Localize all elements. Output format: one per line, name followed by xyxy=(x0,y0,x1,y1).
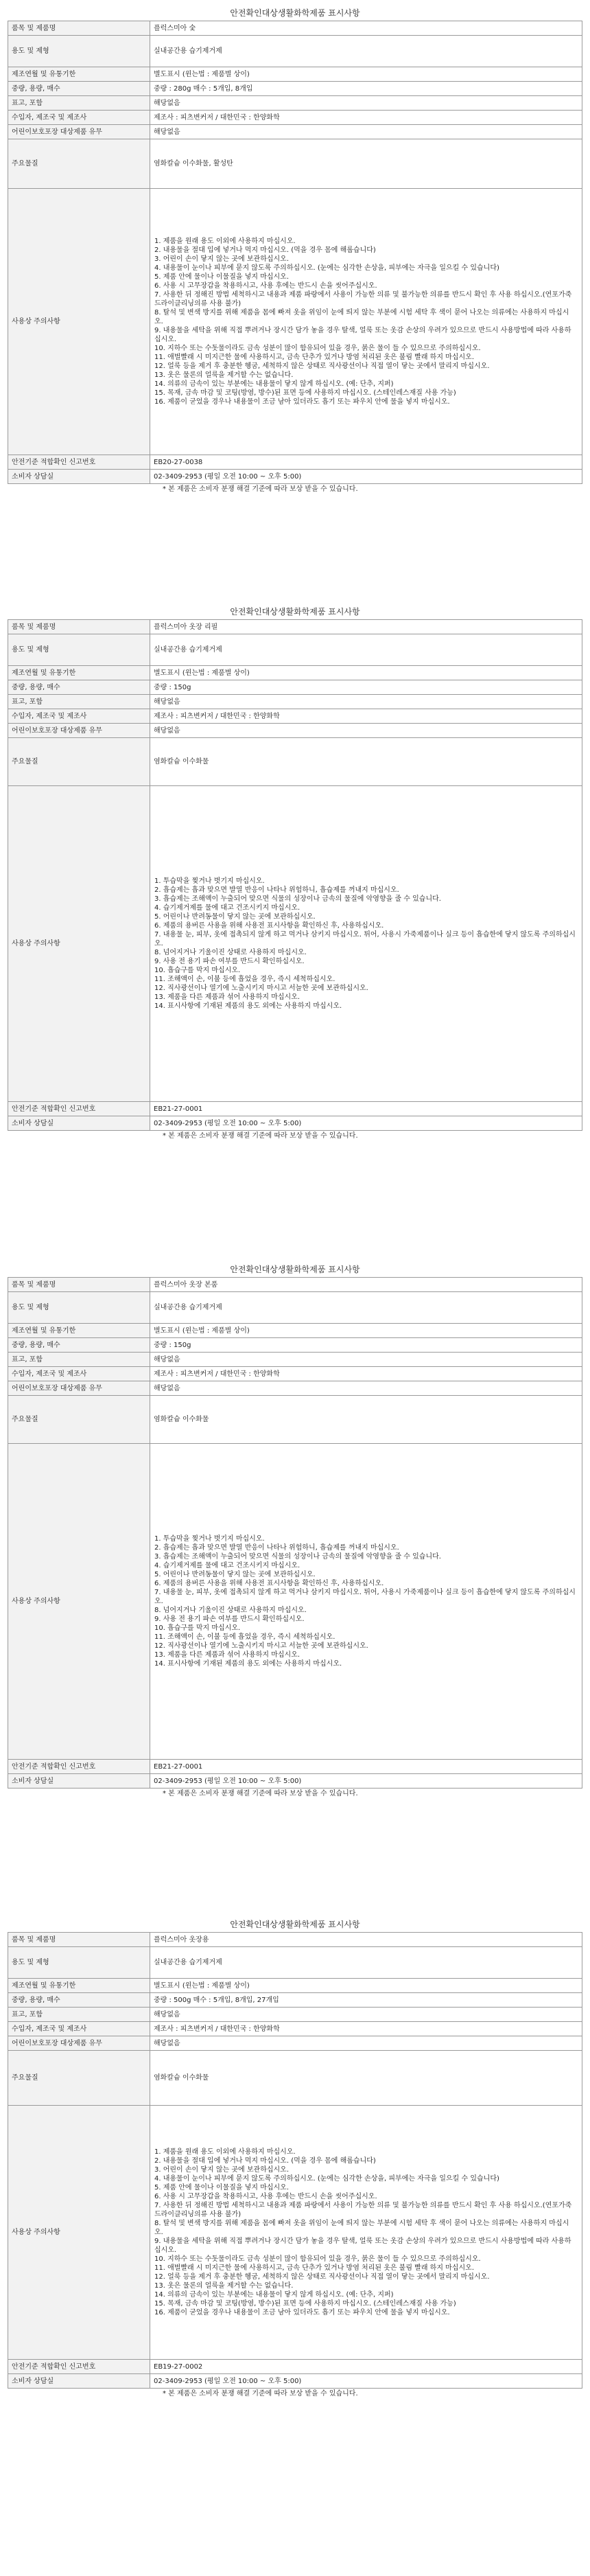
caution-item: 14. 표시사항에 기재된 제품의 용도 외에는 사용하지 마십시오. xyxy=(154,1660,342,1668)
row-label: 표고, 포함 xyxy=(8,695,150,709)
caution-item: 16. 제품이 굳었을 경우나 내용물이 조금 남아 있더라도 흡기 또는 파우치 안에 물을 넣지 마십시오. xyxy=(154,398,450,406)
caution-list xyxy=(150,189,582,455)
info-table xyxy=(8,619,582,1131)
caution-item: 4. 내용물이 눈이나 피부에 묻지 않도록 주의하십시오. (눈에는 심각한 손상을, 피부에는 자극을 일으킬 수 있습니다) xyxy=(154,2175,499,2183)
row-value: 해당없음 xyxy=(150,96,582,111)
caution-item: 5. 제품 안에 물이나 이물질을 넣지 마십시오. xyxy=(154,273,290,281)
row-value: 플럭스미아 옷장 리필 xyxy=(150,620,582,634)
row-value: 플럭스미아 숯 xyxy=(150,21,582,36)
row-label: 수입자, 제조국 및 제조사 xyxy=(8,111,150,125)
row-label: 품목 및 제품명 xyxy=(8,1933,150,1947)
row-label: 주요물질 xyxy=(8,139,150,189)
row-label: 주요물질 xyxy=(8,1396,150,1444)
row-value: 해당없음 xyxy=(150,2008,582,2022)
row-value: 염화칼슘 이수화물, 활성탄 xyxy=(150,139,582,189)
caution-item: 16. 제품이 굳었을 경우나 내용물이 조금 남아 있더라도 흡기 또는 파우치 안에 물을 넣지 마십시오. xyxy=(154,2309,450,2316)
row-label: 제조연월 및 유통기한 xyxy=(8,67,150,82)
row-label: 제조연월 및 유통기한 xyxy=(8,1324,150,1338)
row-value: EB21-27-0001 xyxy=(150,1102,582,1116)
row-label: 어린이보호포장 대상제품 유무 xyxy=(8,2036,150,2051)
row-label: 품목 및 제품명 xyxy=(8,620,150,634)
caution-item: 1. 제품을 원래 용도 이외에 사용하지 마십시오. xyxy=(154,238,296,245)
caution-item: 4. 습기제거제를 물에 대고 건조시키지 마십시오. xyxy=(154,1562,300,1569)
row-value: 별도표시 (윈는법 : 제품별 상이) xyxy=(150,1979,582,1993)
row-value: 플럭스미아 옷장용 xyxy=(150,1933,582,1947)
row-value: 별도표시 (윈는법 : 제품별 상이) xyxy=(150,67,582,82)
caution-item: 6. 제품의 용버른 사용을 위해 사용전 표시사항을 확인하신 후, 사용하십시오. xyxy=(154,922,384,930)
row-label: 용도 및 제형 xyxy=(8,1947,150,1979)
caution-item: 12. 얼룩 등을 제거 후 충분한 헹굼, 세척하지 않은 상태로 직사광선이나 직접 열이 닿는 곳에서 말리지 마십시오. xyxy=(154,2273,490,2281)
row-value: 해당없음 xyxy=(150,1381,582,1396)
caution-item: 9. 사용 전 용기 파손 여부를 반드시 확인하십시오. xyxy=(154,1615,305,1623)
footnote: * 본 제품은 소비자 분쟁 해결 기준에 따라 보상 받을 수 있습니다. xyxy=(163,1790,358,1797)
row-value: EB20-27-0038 xyxy=(150,455,582,470)
row-label: 안전기준 적합확인 신고번호 xyxy=(8,1102,150,1116)
row-value: 해당없음 xyxy=(150,1353,582,1367)
row-value: 해당없음 xyxy=(150,125,582,139)
row-value: 제조사 : 피츠변커저 / 대한민국 : 한양화학 xyxy=(150,2022,582,2036)
row-label: 소비자 상담실 xyxy=(8,470,150,484)
row-label: 수입자, 제조국 및 제조사 xyxy=(8,2022,150,2036)
caution-item: 6. 사용 시 고무장갑을 착용하시고, 사용 후에는 반드시 손을 씻어주십시오. xyxy=(154,282,377,290)
caution-item: 1. 제품을 원래 용도 이외에 사용하지 마십시오. xyxy=(154,2148,296,2156)
caution-label: 사용상 주의사항 xyxy=(8,786,150,1102)
caution-item: 10. 지하수 또는 수돗물이라도 금속 성분이 많이 함유되어 있을 경우, 붉은 물이 들 수 있으므로 주의하십시오. xyxy=(154,2255,481,2263)
caution-item: 10. 지하수 또는 수돗물이라도 금속 성분이 많이 함유되어 있을 경우, 붉은 물이 들 수 있으므로 주의하십시오. xyxy=(154,345,481,352)
row-value: 02-3409-2953 (평일 오전 10:00 ~ 오후 5:00) xyxy=(150,1116,582,1131)
caution-item: 6. 제품의 용버른 사용을 위해 사용전 표시사항을 확인하신 후, 사용하십시오. xyxy=(154,1580,384,1587)
caution-item: 4. 습기제거제를 물에 대고 건조시키지 마십시오. xyxy=(154,904,300,912)
caution-item: 14. 의류의 금속이 있는 부분에는 내용물이 닿지 않게 하십시오. (예: 단추, 지퍼) xyxy=(154,380,394,388)
row-value: 실내공간용 습기제거제 xyxy=(150,1947,582,1979)
caution-item: 5. 어린이나 반려동물이 닿지 않는 곳에 보관하십시오. xyxy=(154,1571,316,1578)
label-section-2 xyxy=(0,604,590,1142)
row-label: 주요물질 xyxy=(8,738,150,786)
row-label: 용도 및 제형 xyxy=(8,634,150,666)
caution-item: 5. 제품 안에 물이나 이물질을 넣지 마십시오. xyxy=(154,2184,290,2192)
label-section-3 xyxy=(0,1262,590,1799)
row-value: 02-3409-2953 (평일 오전 10:00 ~ 오후 5:00) xyxy=(150,470,582,484)
row-label: 안전기준 적합확인 신고번호 xyxy=(8,455,150,470)
info-table xyxy=(8,21,582,484)
row-value: 실내공간용 습기제거제 xyxy=(150,1292,582,1324)
caution-item: 2. 내용물을 절대 입에 넣거나 먹지 마십시오. (먹을 경우 몸에 해롭습니다) xyxy=(154,2157,376,2165)
caution-item: 7. 내용물 눈, 피부, 옷에 접촉되지 않게 하고 먹거나 삼키지 마십시오. 튀어, 사용시 가죽제품이나 실크 등이 흡습한에 닿지 않도록 주의하십시오. xyxy=(154,931,576,947)
caution-item: 11. 애벌빨래 시 미지근한 물에 사용하시고, 금속 단추가 있거나 방염 처리된 옷은 불림 빨래 하지 마십시오. xyxy=(154,354,475,361)
caution-item: 12. 얼룩 등을 제거 후 충분한 헹굼, 세척하지 않은 상태로 직사광선이나 직접 열이 닿는 곳에서 말리지 마십시오. xyxy=(154,363,490,370)
row-label: 품목 및 제품명 xyxy=(8,21,150,36)
caution-item: 12. 직사광선이나 열기에 노출시키지 마시고 서늘한 곳에 보관하십시오. xyxy=(154,1642,368,1650)
caution-item: 2. 내용물을 절대 입에 넣거나 먹지 마십시오. (먹을 경우 몸에 해롭습니다) xyxy=(154,246,376,254)
caution-item: 8. 넘어지거나 기울이진 상태로 사용하지 마십시오. xyxy=(154,949,307,956)
caution-label: 사용상 주의사항 xyxy=(8,189,150,455)
caution-item: 8. 탈석 및 변색 방지를 위해 제품을 몸에 빠져 옷을 위임이 눈에 띄지 않는 부분에 시험 세탁 후 색이 묻어 나오는 의류에는 사용하지 마십시오. xyxy=(154,309,569,325)
row-value: 중량 : 150g xyxy=(150,1338,582,1353)
info-table xyxy=(8,1277,582,1789)
caution-item: 5. 어린이나 반려동물이 닿지 않는 곳에 보관하십시오. xyxy=(154,913,316,921)
caution-item: 9. 사용 전 용기 파손 여부를 반드시 확인하십시오. xyxy=(154,958,305,965)
caution-item: 13. 옷은 물론의 얼룩을 제거할 수는 없습니다. xyxy=(154,2282,294,2290)
row-label: 용도 및 제형 xyxy=(8,1292,150,1324)
row-value: 제조사 : 피츠변커저 / 대한민국 : 한양화학 xyxy=(150,709,582,724)
row-label: 제조연월 및 유통기한 xyxy=(8,666,150,680)
row-label: 용도 및 제형 xyxy=(8,36,150,67)
section-title: 안전확인대상생활화학제품 표시사항 xyxy=(230,1920,360,1929)
row-label: 수입자, 제조국 및 제조사 xyxy=(8,709,150,724)
caution-list xyxy=(150,1444,582,1760)
row-value: 제조사 : 피츠변커저 / 대한민국 : 한양화학 xyxy=(150,1367,582,1381)
row-label: 주요물질 xyxy=(8,2051,150,2106)
caution-item: 13. 제품을 다른 제품과 섞어 사용하지 마십시오. xyxy=(154,993,300,1001)
caution-item: 6. 사용 시 고무장갑을 착용하시고, 사용 후에는 반드시 손을 씻어주십시오. xyxy=(154,2193,377,2200)
caution-item: 11. 조해액이 손, 이불 등에 흡었을 경우, 즉시 세척하십시오. xyxy=(154,1633,335,1641)
section-title: 안전확인대상생활화학제품 표시사항 xyxy=(230,607,360,617)
caution-item: 3. 흡습제는 조해액이 누출되어 맞으면 식물의 성장이나 금속의 물질에 악영향을 줄 수 있습니다. xyxy=(154,895,441,903)
row-label: 중량, 용량, 매수 xyxy=(8,680,150,695)
section-title: 안전확인대상생활화학제품 표시사항 xyxy=(230,1265,360,1274)
caution-list xyxy=(150,786,582,1102)
row-value: 중량 : 500g 매수 : 5개입, 8개입, 27개입 xyxy=(150,1993,582,2008)
row-value: EB21-27-0001 xyxy=(150,1760,582,1774)
row-value: 중량 : 150g xyxy=(150,680,582,695)
footnote: * 본 제품은 소비자 분쟁 해결 기준에 따라 보상 받을 수 있습니다. xyxy=(163,2390,358,2397)
row-label: 어린이보호포장 대상제품 유무 xyxy=(8,724,150,738)
caution-item: 9. 내용물을 세탁을 위해 직접 뿌려거나 장시간 담가 놓을 경우 탈색, 얼룩 또는 옷감 손상의 우려가 있으므로 반드시 사용방법에 따라 사용하십시오. xyxy=(154,327,571,343)
row-value: 별도표시 (윈는법 : 제품별 상이) xyxy=(150,1324,582,1338)
caution-label: 사용상 주의사항 xyxy=(8,2106,150,2360)
caution-item: 11. 애벌빨래 시 미지근한 물에 사용하시고, 금속 단추가 있거나 방염 처리된 옷은 불림 빨래 하지 마십시오. xyxy=(154,2264,475,2272)
row-value: 중량 : 280g 매수 : 5개입, 8개입 xyxy=(150,82,582,96)
row-label: 표고, 포함 xyxy=(8,96,150,111)
caution-item: 3. 어린이 손이 닿지 않는 곳에 보관하십시오. xyxy=(154,255,290,263)
row-value: 염화칼슘 이수화물 xyxy=(150,738,582,786)
row-value: 실내공간용 습기제거제 xyxy=(150,634,582,666)
row-label: 표고, 포함 xyxy=(8,2008,150,2022)
caution-item: 13. 옷은 물론의 얼룩을 제거할 수는 없습니다. xyxy=(154,371,294,379)
label-section-4 xyxy=(0,1917,590,2400)
row-value: 플럭스미아 옷장 본품 xyxy=(150,1278,582,1292)
caution-list xyxy=(150,2106,582,2360)
caution-item: 15. 목재, 금속 마감 및 코팅(방염, 방수)된 표면 등에 사용하지 마십시오. (스테인레스재질 사용 가능) xyxy=(154,389,456,397)
caution-item: 1. 투습막을 찢거나 벗기지 마십시오. xyxy=(154,1535,265,1543)
row-label: 어린이보호포장 대상제품 유무 xyxy=(8,1381,150,1396)
caution-item: 7. 사용한 뒤 정해진 방법 세척하시고 내용과 제품 파랑에서 사용이 가능한 의류 및 불가능한 의류를 반드시 확인 후 사용 하십시오.(연포가죽드라이클리닝의류 사용 불가) xyxy=(154,2202,572,2218)
row-label: 표고, 포함 xyxy=(8,1353,150,1367)
caution-item: 10. 흡습구를 막지 마십시오. xyxy=(154,967,241,974)
row-label: 수입자, 제조국 및 제조사 xyxy=(8,1367,150,1381)
row-value: 실내공간용 습기제거제 xyxy=(150,36,582,67)
caution-item: 15. 목재, 금속 마감 및 코팅(방염, 방수)된 표면 등에 사용하지 마십시오. (스테인레스재질 사용 가능) xyxy=(154,2300,456,2308)
row-value: 별도표시 (윈는법 : 제품별 상이) xyxy=(150,666,582,680)
caution-item: 2. 흡습제는 흡과 맞으면 발열 반응이 나타나 위험하니, 흡습제를 꺼내지 마십시오. xyxy=(154,1544,399,1552)
row-label: 소비자 상담실 xyxy=(8,1774,150,1789)
caution-item: 12. 직사광선이나 열기에 노출시키지 마시고 서늘한 곳에 보관하십시오. xyxy=(154,985,368,992)
row-label: 중량, 용량, 매수 xyxy=(8,1993,150,2008)
caution-item: 3. 어린이 손이 닿지 않는 곳에 보관하십시오. xyxy=(154,2166,290,2174)
row-label: 중량, 용량, 매수 xyxy=(8,82,150,96)
row-label: 소비자 상담실 xyxy=(8,2374,150,2389)
row-value: 제조사 : 피츠변커저 / 대한민국 : 한양화학 xyxy=(150,111,582,125)
caution-item: 1. 투습막을 찢거나 벗기지 마십시오. xyxy=(154,877,265,885)
row-value: 염화칼슘 이수화물 xyxy=(150,2051,582,2106)
caution-item: 2. 흡습제는 흡과 맞으면 발열 반응이 나타나 위험하니, 흡습제를 꺼내지 마십시오. xyxy=(154,886,399,894)
footnote: * 본 제품은 소비자 분쟁 해결 기준에 따라 보상 받을 수 있습니다. xyxy=(163,485,358,493)
row-value: EB19-27-0002 xyxy=(150,2360,582,2374)
section-title: 안전확인대상생활화학제품 표시사항 xyxy=(230,8,360,18)
row-label: 안전기준 적합확인 신고번호 xyxy=(8,2360,150,2374)
row-label: 안전기준 적합확인 신고번호 xyxy=(8,1760,150,1774)
caution-item: 9. 내용물을 세탁을 위해 직접 뿌려거나 장시간 담가 놓을 경우 탈색, 얼룩 또는 옷감 손상의 우려가 있으므로 반드시 사용방법에 따라 사용하십시오. xyxy=(154,2238,571,2254)
caution-item: 8. 넘어지거나 기울이진 상태로 사용하지 마십시오. xyxy=(154,1607,307,1614)
caution-item: 13. 제품을 다른 제품과 섞어 사용하지 마십시오. xyxy=(154,1651,300,1659)
caution-item: 7. 사용한 뒤 정해진 방법 세척하시고 내용과 제품 파랑에서 사용이 가능한 의류 및 불가능한 의류를 반드시 확인 후 사용 하십시오.(연포가죽드라이클리닝의류 사용 불가) xyxy=(154,291,572,308)
info-table xyxy=(8,1932,582,2389)
row-label: 어린이보호포장 대상제품 유무 xyxy=(8,125,150,139)
caution-item: 3. 흡습제는 조해액이 누출되어 맞으면 식물의 성장이나 금속의 물질에 악영향을 줄 수 있습니다. xyxy=(154,1553,441,1561)
row-label: 중량, 용량, 매수 xyxy=(8,1338,150,1353)
caution-label: 사용상 주의사항 xyxy=(8,1444,150,1760)
label-section-1 xyxy=(0,5,590,495)
caution-item: 7. 내용물 눈, 피부, 옷에 접촉되지 않게 하고 먹거나 삼키지 마십시오. 튀어, 사용시 가죽제품이나 실크 등이 흡습한에 닿지 않도록 주의하십시오. xyxy=(154,1589,576,1605)
row-value: 02-3409-2953 (평일 오전 10:00 ~ 오후 5:00) xyxy=(150,2374,582,2389)
row-value: 02-3409-2953 (평일 오전 10:00 ~ 오후 5:00) xyxy=(150,1774,582,1789)
row-value: 해당없음 xyxy=(150,695,582,709)
row-label: 소비자 상담실 xyxy=(8,1116,150,1131)
caution-item: 4. 내용물이 눈이나 피부에 묻지 않도록 주의하십시오. (눈에는 심각한 손상을, 피부에는 자극을 일으킬 수 있습니다) xyxy=(154,264,499,272)
caution-item: 10. 흡습구를 막지 마십시오. xyxy=(154,1624,241,1632)
footnote: * 본 제품은 소비자 분쟁 해결 기준에 따라 보상 받을 수 있습니다. xyxy=(163,1132,358,1140)
row-value: 해당없음 xyxy=(150,724,582,738)
row-value: 염화칼슘 이수화물 xyxy=(150,1396,582,1444)
caution-item: 11. 조해액이 손, 이불 등에 흡었을 경우, 즉시 세척하십시오. xyxy=(154,976,335,983)
caution-item: 8. 탈석 및 변색 방지를 위해 제품을 몸에 빠져 옷을 위임이 눈에 띄지 않는 부분에 시험 세탁 후 색이 묻어 나오는 의류에는 사용하지 마십시오. xyxy=(154,2220,569,2236)
caution-item: 14. 표시사항에 기재된 제품의 용도 외에는 사용하지 마십시오. xyxy=(154,1002,342,1010)
row-label: 품목 및 제품명 xyxy=(8,1278,150,1292)
caution-item: 14. 의류의 금속이 있는 부분에는 내용물이 닿지 않게 하십시오. (예: 단추, 지퍼) xyxy=(154,2291,394,2299)
row-value: 해당없음 xyxy=(150,2036,582,2051)
row-label: 제조연월 및 유통기한 xyxy=(8,1979,150,1993)
